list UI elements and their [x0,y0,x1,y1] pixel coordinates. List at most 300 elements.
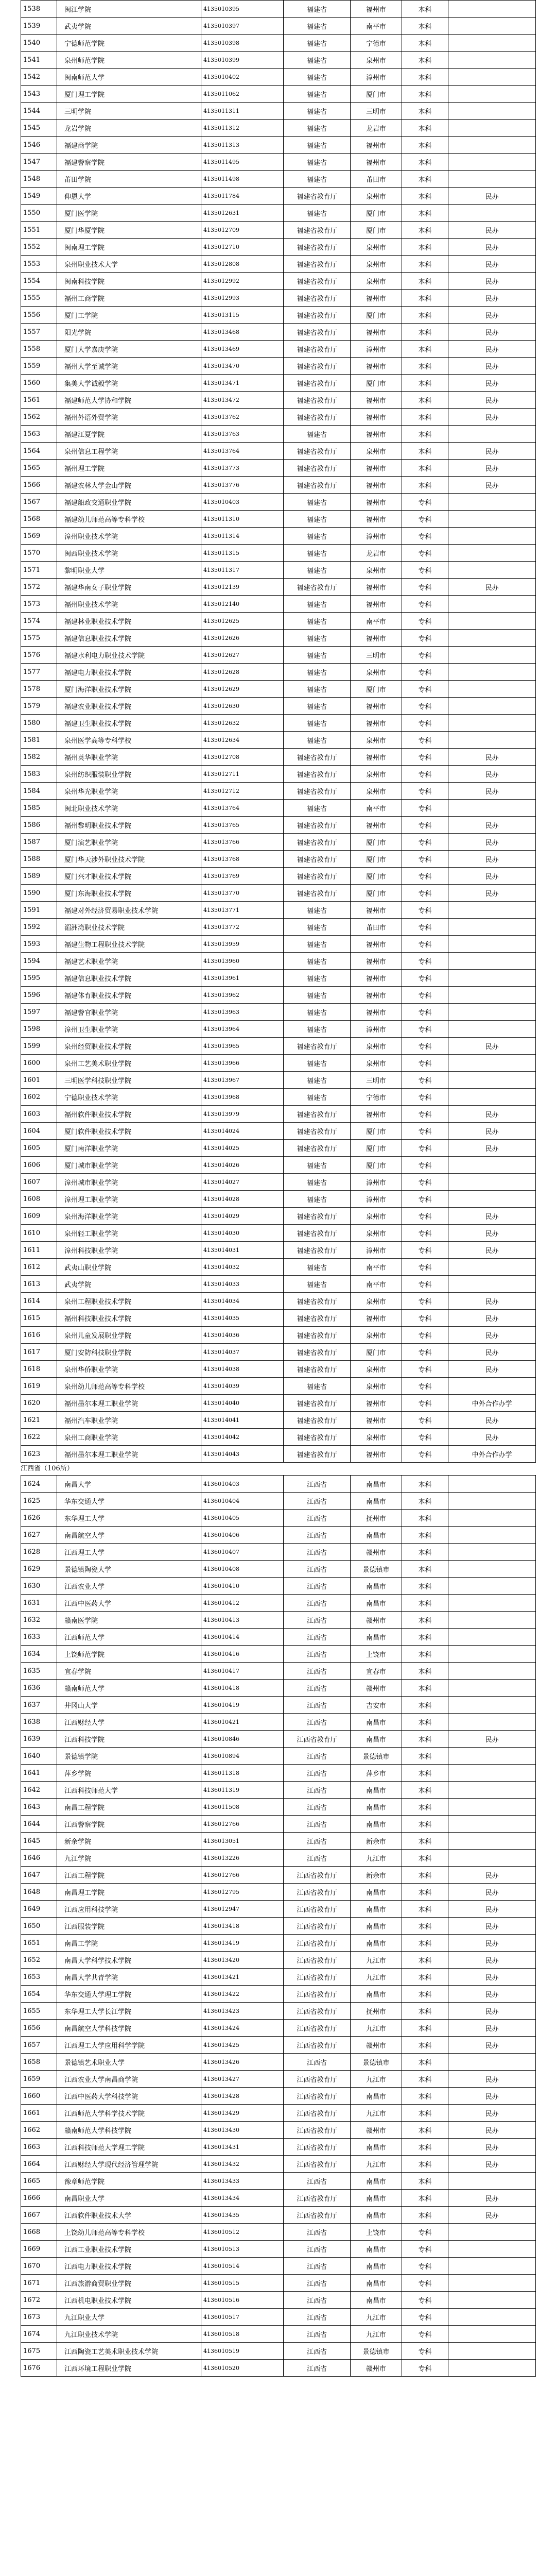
school-code-cell: 4136013428 [201,2088,284,2105]
city-cell: 南昌市 [351,2292,402,2309]
school-code-cell: 4135013966 [201,1055,284,1072]
authority-cell: 江西省教育厅 [284,2207,351,2224]
level-cell: 本科 [402,154,448,171]
school-code-cell: 4135010395 [201,1,284,18]
note-cell [448,2241,536,2258]
school-name-cell: 江西旅游商贸职业学院 [57,2275,201,2292]
school-name-cell: 福建艺术职业学院 [57,953,201,970]
city-cell: 泉州市 [351,664,402,681]
table-row [21,205,536,222]
level-cell: 专科 [402,511,448,528]
authority-cell: 福建省教育厅 [284,817,351,834]
authority-cell: 江西省教育厅 [284,1901,351,1918]
school-name-cell: 南昌职业大学 [57,2190,201,2207]
table-row [21,137,536,154]
school-name-cell: 萍乡学院 [57,1765,201,1782]
level-cell: 本科 [402,324,448,341]
authority-cell: 福建省 [284,1055,351,1072]
school-code-cell: 4135012629 [201,681,284,698]
row-number-cell: 1601 [21,1072,57,1089]
school-code-cell: 4135013959 [201,936,284,953]
school-name-cell: 厦门兴才职业技术学院 [57,868,201,885]
authority-cell: 福建省教育厅 [284,783,351,800]
school-name-cell: 南昌工程学院 [57,1799,201,1816]
note-cell [448,596,536,613]
authority-cell: 江西省 [284,1510,351,1527]
table-row [21,2139,536,2156]
row-number-cell: 1555 [21,290,57,307]
row-number-cell: 1617 [21,1344,57,1361]
level-cell: 本科 [402,1867,448,1884]
school-code-cell: 4135013967 [201,1072,284,1089]
note-cell: 民办 [448,2037,536,2054]
level-cell: 本科 [402,1595,448,1612]
row-number-cell: 1585 [21,800,57,817]
school-name-cell: 江西软件职业技术大学 [57,2207,201,2224]
city-cell: 南昌市 [351,1935,402,1952]
city-cell: 南昌市 [351,1527,402,1544]
authority-cell: 福建省教育厅 [284,1038,351,1055]
school-name-cell: 福建生物工程职业技术学院 [57,936,201,953]
table-row [21,1225,536,1242]
authority-cell: 江西省教育厅 [284,2003,351,2020]
school-code-cell: 4135012808 [201,256,284,273]
level-cell: 专科 [402,732,448,749]
school-code-cell: 4136011319 [201,1782,284,1799]
table-row [21,154,536,171]
row-number-cell: 1649 [21,1901,57,1918]
city-cell: 龙岩市 [351,545,402,562]
row-number-cell: 1654 [21,1986,57,2003]
school-name-cell: 福建林业职业技术学院 [57,613,201,630]
table-row [21,1544,536,1561]
table-row [21,358,536,375]
row-number-cell: 1676 [21,2360,57,2377]
school-name-cell: 厦门大学嘉庚学院 [57,341,201,358]
authority-cell: 福建省 [284,528,351,545]
city-cell: 南昌市 [351,1714,402,1731]
level-cell: 专科 [402,681,448,698]
row-number-cell: 1580 [21,715,57,732]
authority-cell: 福建省教育厅 [284,392,351,409]
authority-cell: 福建省 [284,1021,351,1038]
authority-cell: 福建省教育厅 [284,1208,351,1225]
table-row [21,766,536,783]
table-row [21,1361,536,1378]
city-cell: 南昌市 [351,1901,402,1918]
note-cell [448,936,536,953]
school-code-cell: 4135012632 [201,715,284,732]
note-cell [448,205,536,222]
authority-cell: 福建省 [284,103,351,120]
school-code-cell: 4135011784 [201,188,284,205]
authority-cell: 福建省 [284,1378,351,1395]
row-number-cell: 1561 [21,392,57,409]
school-name-cell: 泉州医学高等专科学校 [57,732,201,749]
school-name-cell: 厦门演艺职业学院 [57,834,201,851]
school-name-cell: 上饶幼儿师范高等专科学校 [57,2224,201,2241]
authority-cell: 福建省教育厅 [284,1106,351,1123]
school-name-cell: 福建农业职业技术学院 [57,698,201,715]
school-name-cell: 厦门东海职业技术学院 [57,885,201,902]
school-name-cell: 厦门软件职业技术学院 [57,1123,201,1140]
note-cell: 民办 [448,1918,536,1935]
table-row [21,443,536,460]
row-number-cell: 1622 [21,1429,57,1446]
row-number-cell: 1656 [21,2020,57,2037]
university-table-fujian [21,0,536,1463]
authority-cell: 福建省 [284,681,351,698]
note-cell: 民办 [448,2207,536,2224]
authority-cell: 江西省 [284,1493,351,1510]
note-cell: 民办 [448,1225,536,1242]
row-number-cell: 1541 [21,52,57,69]
table-row [21,2173,536,2190]
note-cell: 民办 [448,1867,536,1884]
row-number-cell: 1675 [21,2343,57,2360]
level-cell: 专科 [402,2275,448,2292]
row-number-cell: 1600 [21,1055,57,1072]
note-cell [448,902,536,919]
level-cell: 本科 [402,1884,448,1901]
city-cell: 南昌市 [351,1493,402,1510]
school-name-cell: 漳州城市职业学院 [57,1174,201,1191]
row-number-cell: 1634 [21,1646,57,1663]
school-code-cell: 4136010404 [201,1493,284,1510]
city-cell: 福州市 [351,1106,402,1123]
school-code-cell: 4135013768 [201,851,284,868]
school-code-cell: 4136012947 [201,1901,284,1918]
city-cell: 九江市 [351,2105,402,2122]
level-cell: 专科 [402,800,448,817]
note-cell [448,1021,536,1038]
level-cell: 本科 [402,1561,448,1578]
city-cell: 九江市 [351,1952,402,1969]
level-cell: 专科 [402,545,448,562]
table-row [21,2105,536,2122]
level-cell: 专科 [402,851,448,868]
note-cell: 民办 [448,239,536,256]
school-name-cell: 闽南师范大学 [57,69,201,86]
school-name-cell: 泉州轻工职业学院 [57,1225,201,1242]
school-code-cell: 4136010513 [201,2241,284,2258]
city-cell: 南平市 [351,800,402,817]
note-cell [448,1816,536,1833]
note-cell [448,1680,536,1697]
row-number-cell: 1586 [21,817,57,834]
school-name-cell: 福州工商学院 [57,290,201,307]
row-number-cell: 1637 [21,1697,57,1714]
city-cell: 泉州市 [351,256,402,273]
row-number-cell: 1544 [21,103,57,120]
note-cell: 民办 [448,1935,536,1952]
city-cell: 南昌市 [351,2173,402,2190]
note-cell [448,2224,536,2241]
school-name-cell: 九江职业大学 [57,2309,201,2326]
level-cell: 本科 [402,52,448,69]
city-cell: 泉州市 [351,1361,402,1378]
row-number-cell: 1593 [21,936,57,953]
level-cell: 本科 [402,307,448,324]
row-number-cell: 1647 [21,1867,57,1884]
authority-cell: 福建省教育厅 [284,885,351,902]
table-row [21,681,536,698]
city-cell: 厦门市 [351,885,402,902]
table-row [21,2275,536,2292]
authority-cell: 福建省教育厅 [284,341,351,358]
school-code-cell: 4136013435 [201,2207,284,2224]
school-code-cell: 4136010517 [201,2309,284,2326]
university-table-jiangxi [21,1475,536,2377]
city-cell: 泉州市 [351,239,402,256]
level-cell: 专科 [402,1378,448,1395]
table-row [21,1157,536,1174]
city-cell: 南昌市 [351,2275,402,2292]
note-cell [448,1072,536,1089]
authority-cell: 福建省 [284,1191,351,1208]
row-number-cell: 1599 [21,1038,57,1055]
authority-cell: 福建省教育厅 [284,1446,351,1463]
authority-cell: 福建省 [284,426,351,443]
note-cell [448,1714,536,1731]
school-name-cell: 南昌航空大学 [57,1527,201,1544]
level-cell: 本科 [402,409,448,426]
level-cell: 专科 [402,715,448,732]
level-cell: 本科 [402,1629,448,1646]
city-cell: 厦门市 [351,307,402,324]
city-cell: 泉州市 [351,52,402,69]
school-code-cell: 4135013965 [201,1038,284,1055]
school-name-cell: 福建卫生职业技术学院 [57,715,201,732]
note-cell: 中外合作办学 [448,1446,536,1463]
note-cell [448,2360,536,2377]
school-name-cell: 武夷学院 [57,1276,201,1293]
school-code-cell: 4136012766 [201,1816,284,1833]
city-cell: 南昌市 [351,1884,402,1901]
table-row [21,987,536,1004]
level-cell: 本科 [402,1731,448,1748]
level-cell: 专科 [402,953,448,970]
school-code-cell: 4135014025 [201,1140,284,1157]
city-cell: 南平市 [351,613,402,630]
note-cell: 民办 [448,2020,536,2037]
table-row [21,647,536,664]
school-code-cell: 4136013424 [201,2020,284,2037]
table-row [21,1799,536,1816]
note-cell [448,1476,536,1493]
school-code-cell: 4135010402 [201,69,284,86]
table-row [21,1259,536,1276]
level-cell: 专科 [402,2343,448,2360]
school-code-cell: 4135014027 [201,1174,284,1191]
table-row [21,817,536,834]
school-code-cell: 4135013960 [201,953,284,970]
school-name-cell: 厦门医学院 [57,205,201,222]
school-name-cell: 江西师范大学 [57,1629,201,1646]
authority-cell: 福建省 [284,919,351,936]
authority-cell: 福建省 [284,664,351,681]
note-cell [448,1089,536,1106]
school-name-cell: 江西师范大学科学技术学院 [57,2105,201,2122]
note-cell [448,1561,536,1578]
city-cell: 赣州市 [351,1680,402,1697]
level-cell: 本科 [402,2173,448,2190]
row-number-cell: 1602 [21,1089,57,1106]
authority-cell: 福建省 [284,902,351,919]
city-cell: 福州市 [351,596,402,613]
school-name-cell: 江西中医药大学 [57,1595,201,1612]
authority-cell: 福建省 [284,1004,351,1021]
authority-cell: 福建省 [284,1276,351,1293]
level-cell: 专科 [402,2241,448,2258]
authority-cell: 福建省 [284,987,351,1004]
row-number-cell: 1584 [21,783,57,800]
school-code-cell: 4136010421 [201,1714,284,1731]
school-name-cell: 泉州信息工程学院 [57,443,201,460]
school-code-cell: 4135011313 [201,137,284,154]
school-code-cell: 4135013470 [201,358,284,375]
school-name-cell: 江西财经大学 [57,1714,201,1731]
table-row [21,1310,536,1327]
school-name-cell: 新余学院 [57,1833,201,1850]
authority-cell: 福建省教育厅 [284,1361,351,1378]
row-number-cell: 1669 [21,2241,57,2258]
authority-cell: 江西省教育厅 [284,1986,351,2003]
city-cell: 九江市 [351,2309,402,2326]
row-number-cell: 1614 [21,1293,57,1310]
authority-cell: 江西省教育厅 [284,1731,351,1748]
school-name-cell: 福州大学至诚学院 [57,358,201,375]
table-row [21,1986,536,2003]
school-name-cell: 福州墨尔本理工职业学院 [57,1446,201,1463]
row-number-cell: 1661 [21,2105,57,2122]
level-cell: 专科 [402,1310,448,1327]
table-row [21,2309,536,2326]
authority-cell: 江西省 [284,1595,351,1612]
school-name-cell: 福州英华职业学院 [57,749,201,766]
school-code-cell: 4136012766 [201,1867,284,1884]
note-cell [448,426,536,443]
table-row [21,1293,536,1310]
row-number-cell: 1567 [21,494,57,511]
authority-cell: 福建省 [284,953,351,970]
table-row [21,613,536,630]
school-name-cell: 厦门华天涉外职业技术学院 [57,851,201,868]
level-cell: 本科 [402,239,448,256]
school-code-cell: 4135013766 [201,834,284,851]
school-name-cell: 东华理工大学 [57,1510,201,1527]
level-cell: 专科 [402,919,448,936]
level-cell: 本科 [402,2037,448,2054]
row-number-cell: 1591 [21,902,57,919]
school-code-cell: 4136013430 [201,2122,284,2139]
row-number-cell: 1655 [21,2003,57,2020]
school-code-cell: 4135012711 [201,766,284,783]
authority-cell: 江西省 [284,1799,351,1816]
row-number-cell: 1595 [21,970,57,987]
row-number-cell: 1566 [21,477,57,494]
row-number-cell: 1570 [21,545,57,562]
school-code-cell: 4136010403 [201,1476,284,1493]
city-cell: 景德镇市 [351,2343,402,2360]
table-body-jiangxi [21,1476,536,2377]
note-cell: 中外合作办学 [448,1395,536,1412]
row-number-cell: 1646 [21,1850,57,1867]
school-name-cell: 南昌大学共青学院 [57,1969,201,1986]
table-row [21,562,536,579]
authority-cell: 江西省教育厅 [284,1867,351,1884]
school-code-cell: 4136010518 [201,2326,284,2343]
authority-cell: 福建省 [284,698,351,715]
school-name-cell: 泉州华光职业学院 [57,783,201,800]
school-code-cell: 4135013979 [201,1106,284,1123]
table-row [21,2071,536,2088]
city-cell: 福州市 [351,1,402,18]
level-cell: 专科 [402,1293,448,1310]
authority-cell: 江西省教育厅 [284,2190,351,2207]
city-cell: 泉州市 [351,1429,402,1446]
table-row [21,1680,536,1697]
city-cell: 福州市 [351,953,402,970]
note-cell: 民办 [448,443,536,460]
level-cell: 专科 [402,613,448,630]
city-cell: 厦门市 [351,1157,402,1174]
city-cell: 九江市 [351,1969,402,1986]
city-cell: 南昌市 [351,2207,402,2224]
city-cell: 九江市 [351,1850,402,1867]
city-cell: 泉州市 [351,1327,402,1344]
authority-cell: 福建省教育厅 [284,1412,351,1429]
level-cell: 本科 [402,2071,448,2088]
school-code-cell: 4135012140 [201,596,284,613]
city-cell: 福州市 [351,698,402,715]
school-code-cell: 4136010414 [201,1629,284,1646]
note-cell: 民办 [448,273,536,290]
city-cell: 景德镇市 [351,1561,402,1578]
school-name-cell: 福建信息职业技术学院 [57,630,201,647]
note-cell [448,1595,536,1612]
table-row [21,749,536,766]
level-cell: 本科 [402,2207,448,2224]
row-number-cell: 1658 [21,2054,57,2071]
note-cell: 民办 [448,1412,536,1429]
city-cell: 福州市 [351,137,402,154]
school-name-cell: 阳光学院 [57,324,201,341]
level-cell: 专科 [402,1123,448,1140]
school-name-cell: 福建农林大学金山学院 [57,477,201,494]
row-number-cell: 1659 [21,2071,57,2088]
table-row [21,2224,536,2241]
city-cell: 抚州市 [351,2003,402,2020]
level-cell: 专科 [402,1344,448,1361]
authority-cell: 福建省教育厅 [284,1140,351,1157]
city-cell: 南平市 [351,1276,402,1293]
school-name-cell: 景德镇陶瓷大学 [57,1561,201,1578]
authority-cell: 福建省 [284,1,351,18]
city-cell: 福州市 [351,902,402,919]
note-cell: 民办 [448,783,536,800]
row-number-cell: 1565 [21,460,57,477]
authority-cell: 福建省教育厅 [284,749,351,766]
table-row [21,2258,536,2275]
school-name-cell: 赣南医学院 [57,1612,201,1629]
authority-cell: 福建省教育厅 [284,834,351,851]
city-cell: 厦门市 [351,1123,402,1140]
school-code-cell: 4135011314 [201,528,284,545]
city-cell: 福州市 [351,409,402,426]
school-name-cell: 江西理工大学 [57,1544,201,1561]
row-number-cell: 1618 [21,1361,57,1378]
